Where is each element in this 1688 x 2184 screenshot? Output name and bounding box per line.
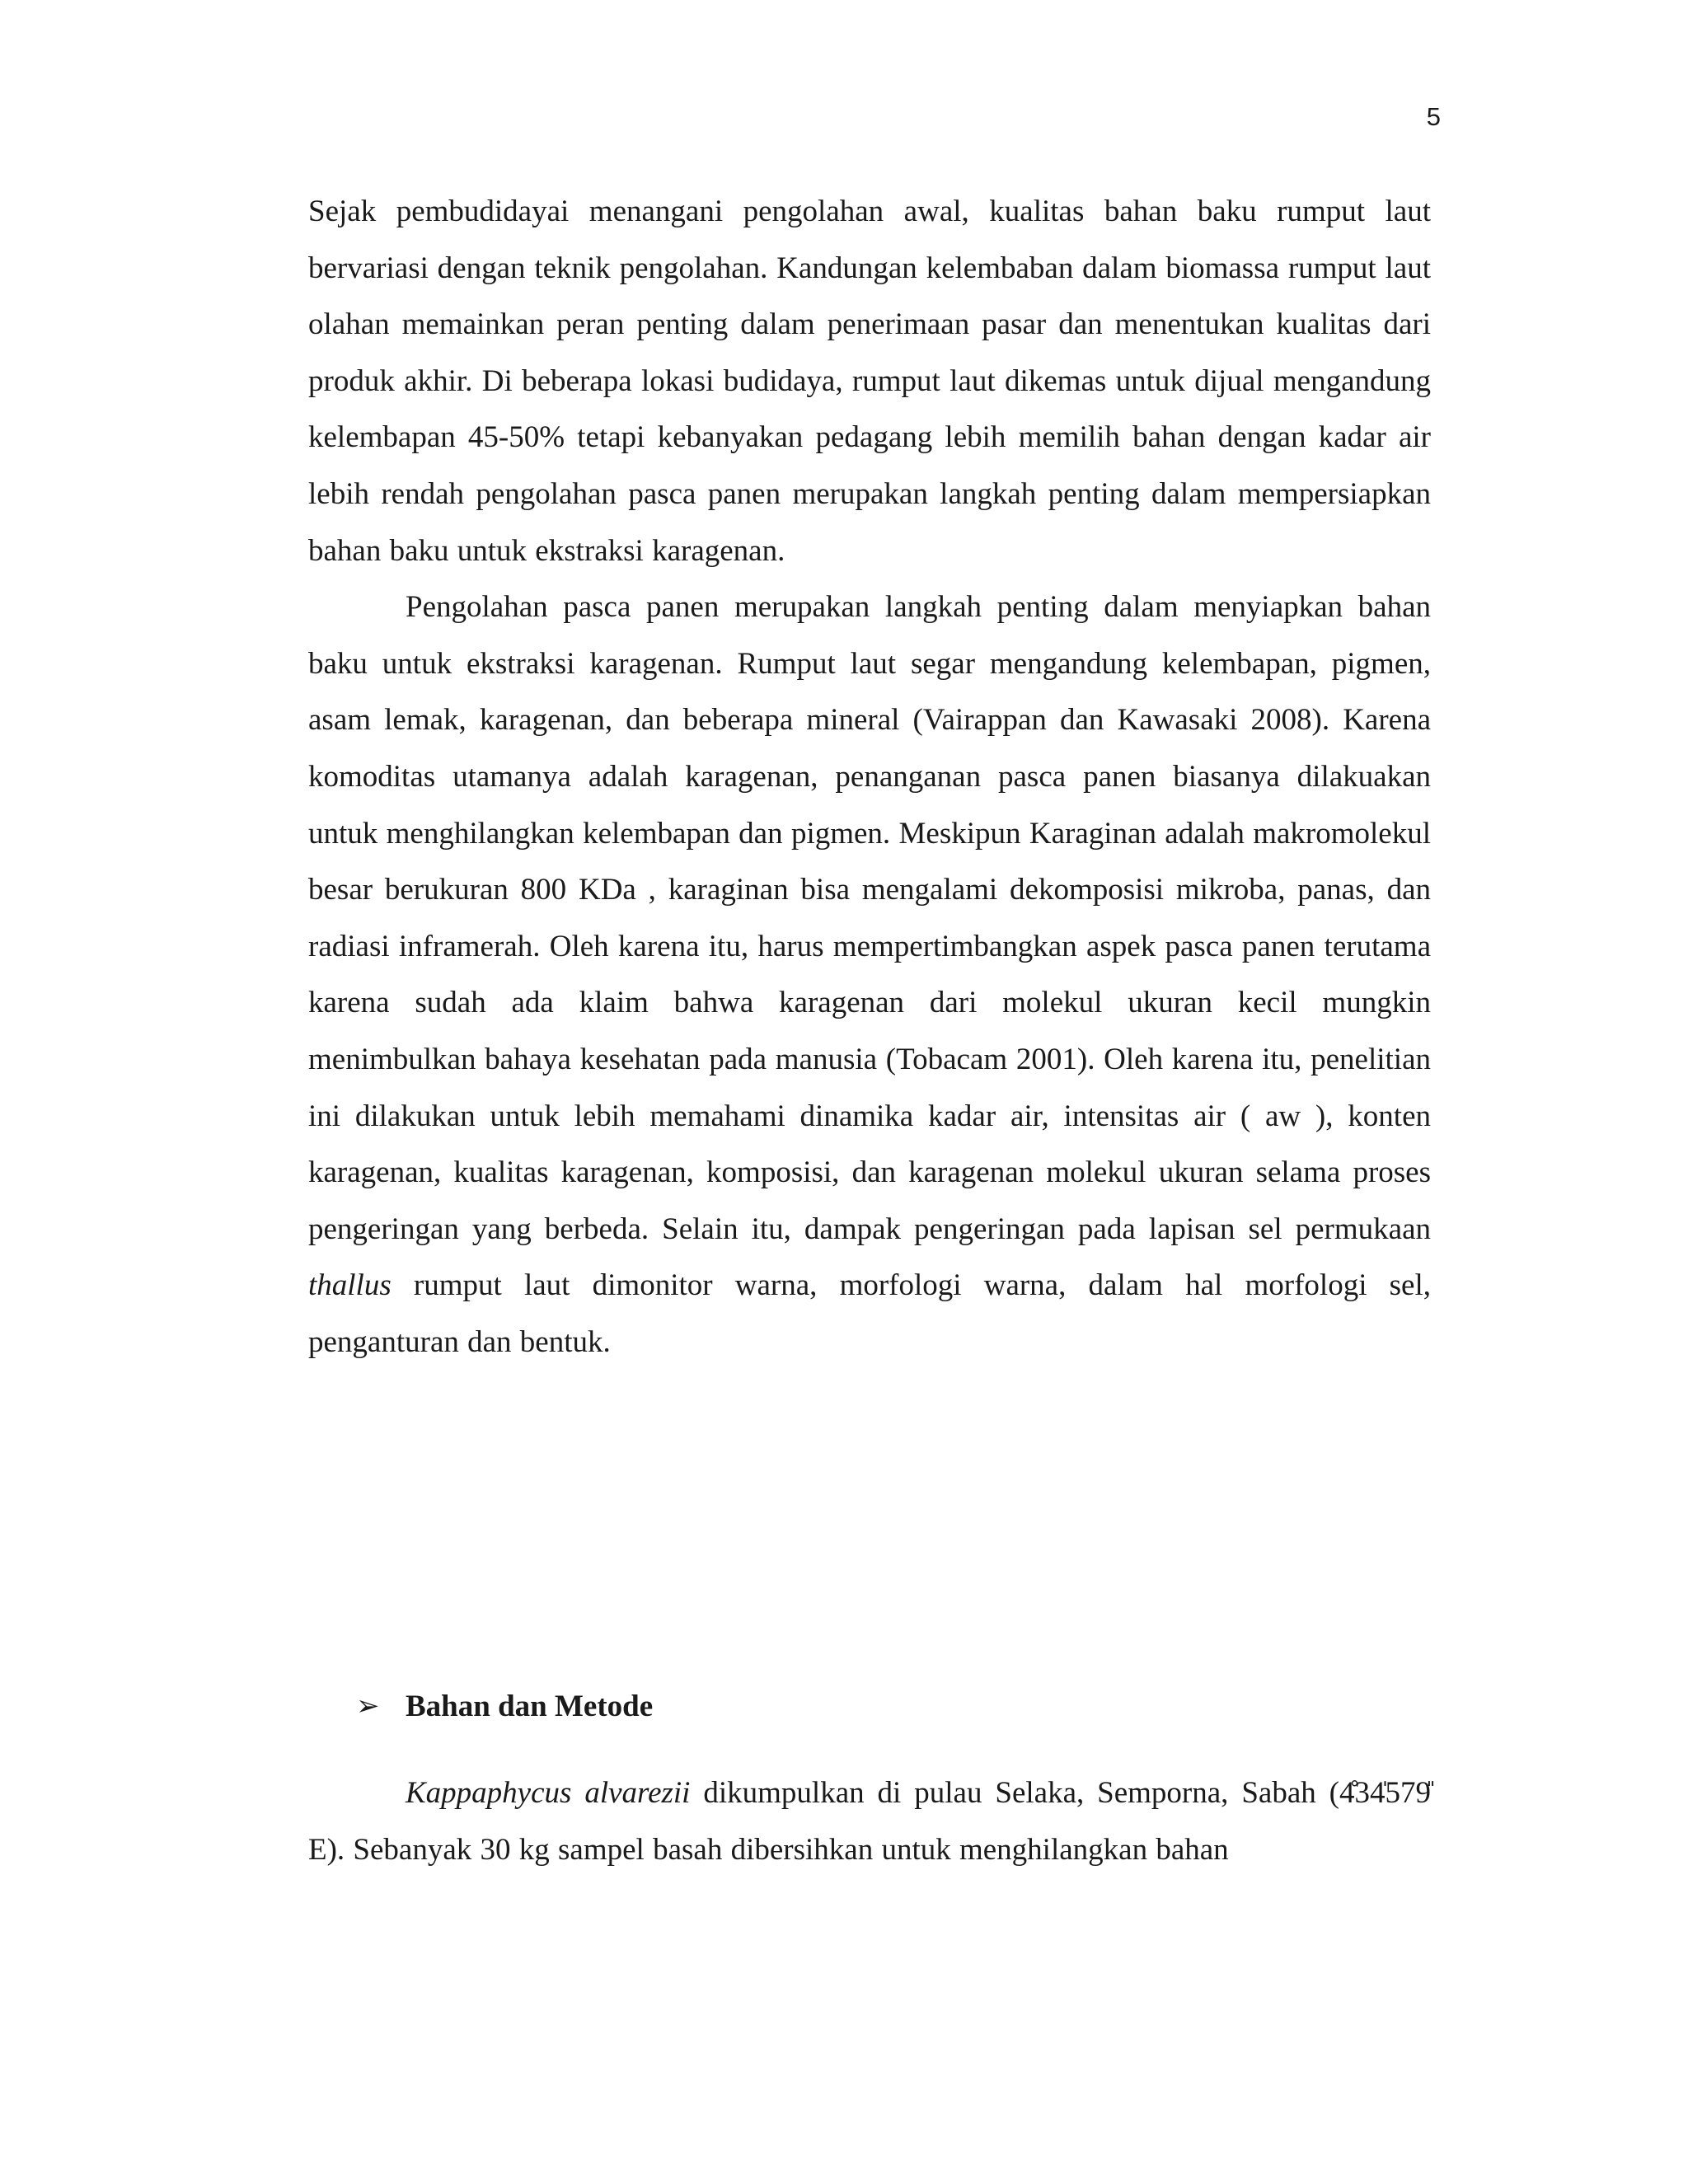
page-number: 5 <box>1426 102 1441 131</box>
arrow-bullet-icon: ➢ <box>356 1691 380 1722</box>
paragraph-post-harvest <box>308 579 1431 1371</box>
paragraph-intro: Sejak pembudidayai menangani pengolahan awal, kualitas bahan baku rumput laut bervariasi dengan teknik pengolahan. Kandungan kelembaban dalam biomassa rumput laut olahan memainkan peran penting dalam penerimaan pasar dan menentukan kualitas dari produk akhir. Di beberapa lokasi budidaya, rumput laut dikemas untuk dijual mengandung kelembapan 45-50% tetapi kebanyakan pedagang lebih memilih bahan dengan kadar air lebih rendah pengolahan pasca panen merupakan langkah penting dalam mempersiapkan bahan baku untuk ekstraksi karagenan. <box>308 194 1431 568</box>
paragraph-post-harvest-end: rumput laut dimonitor warna, morfologi warna, dalam hal morfologi sel, penganturan dan bentuk. <box>308 1268 1431 1359</box>
species-name: Kappaphycus alvarezii <box>406 1776 691 1810</box>
paragraph-methods <box>308 1765 1431 1878</box>
paragraph-methods-text: dikumpulkan di pulau Selaka, Semporna, Sabah (4̊34̍579̎ E). Sebanyak 30 kg sampel basah dibersihkan untuk menghilangkan bahan <box>308 1776 1432 1867</box>
section-heading-text: Bahan dan Metode <box>406 1689 654 1723</box>
section-heading <box>356 1681 653 1731</box>
main-text <box>308 184 1431 1371</box>
paragraph-post-harvest-text: Pengolahan pasca panen merupakan langkah penting dalam menyiapkan bahan baku untuk ekstraksi karagenan. Rumput laut segar mengandung kelembapan, pigmen, asam lemak, karagenan, dan beberapa mineral (Vairappan dan Kawasaki 2008). Karena komoditas utamanya adalah karagenan, penanganan pasca panen biasanya dilakuakan untuk menghilangkan kelembapan dan pigmen. Meskipun Karaginan adalah makromolekul besar berukuran 800 KDa , karaginan bisa mengalami dekomposisi mikroba, panas, dan radiasi inframerah. Oleh karena itu, harus mempertimbangkan aspek pasca panen terutama karena sudah ada klaim bahwa karagenan dari molekul ukuran kecil mungkin menimbulkan bahaya kesehatan pada manusia (Tobacam 2001). Oleh karena itu, penelitian ini dilakukan untuk lebih memahami dinamika kadar air, intensitas air ( aw ), konten karagenan, kualitas karagenan, komposisi, dan karagenan molekul ukuran selama proses pengeringan yang berbeda. Selain itu, dampak pengeringan pada lapisan sel permukaan <box>308 590 1431 1246</box>
methods-text <box>308 1765 1431 1878</box>
thallus-term: thallus <box>308 1268 392 1303</box>
